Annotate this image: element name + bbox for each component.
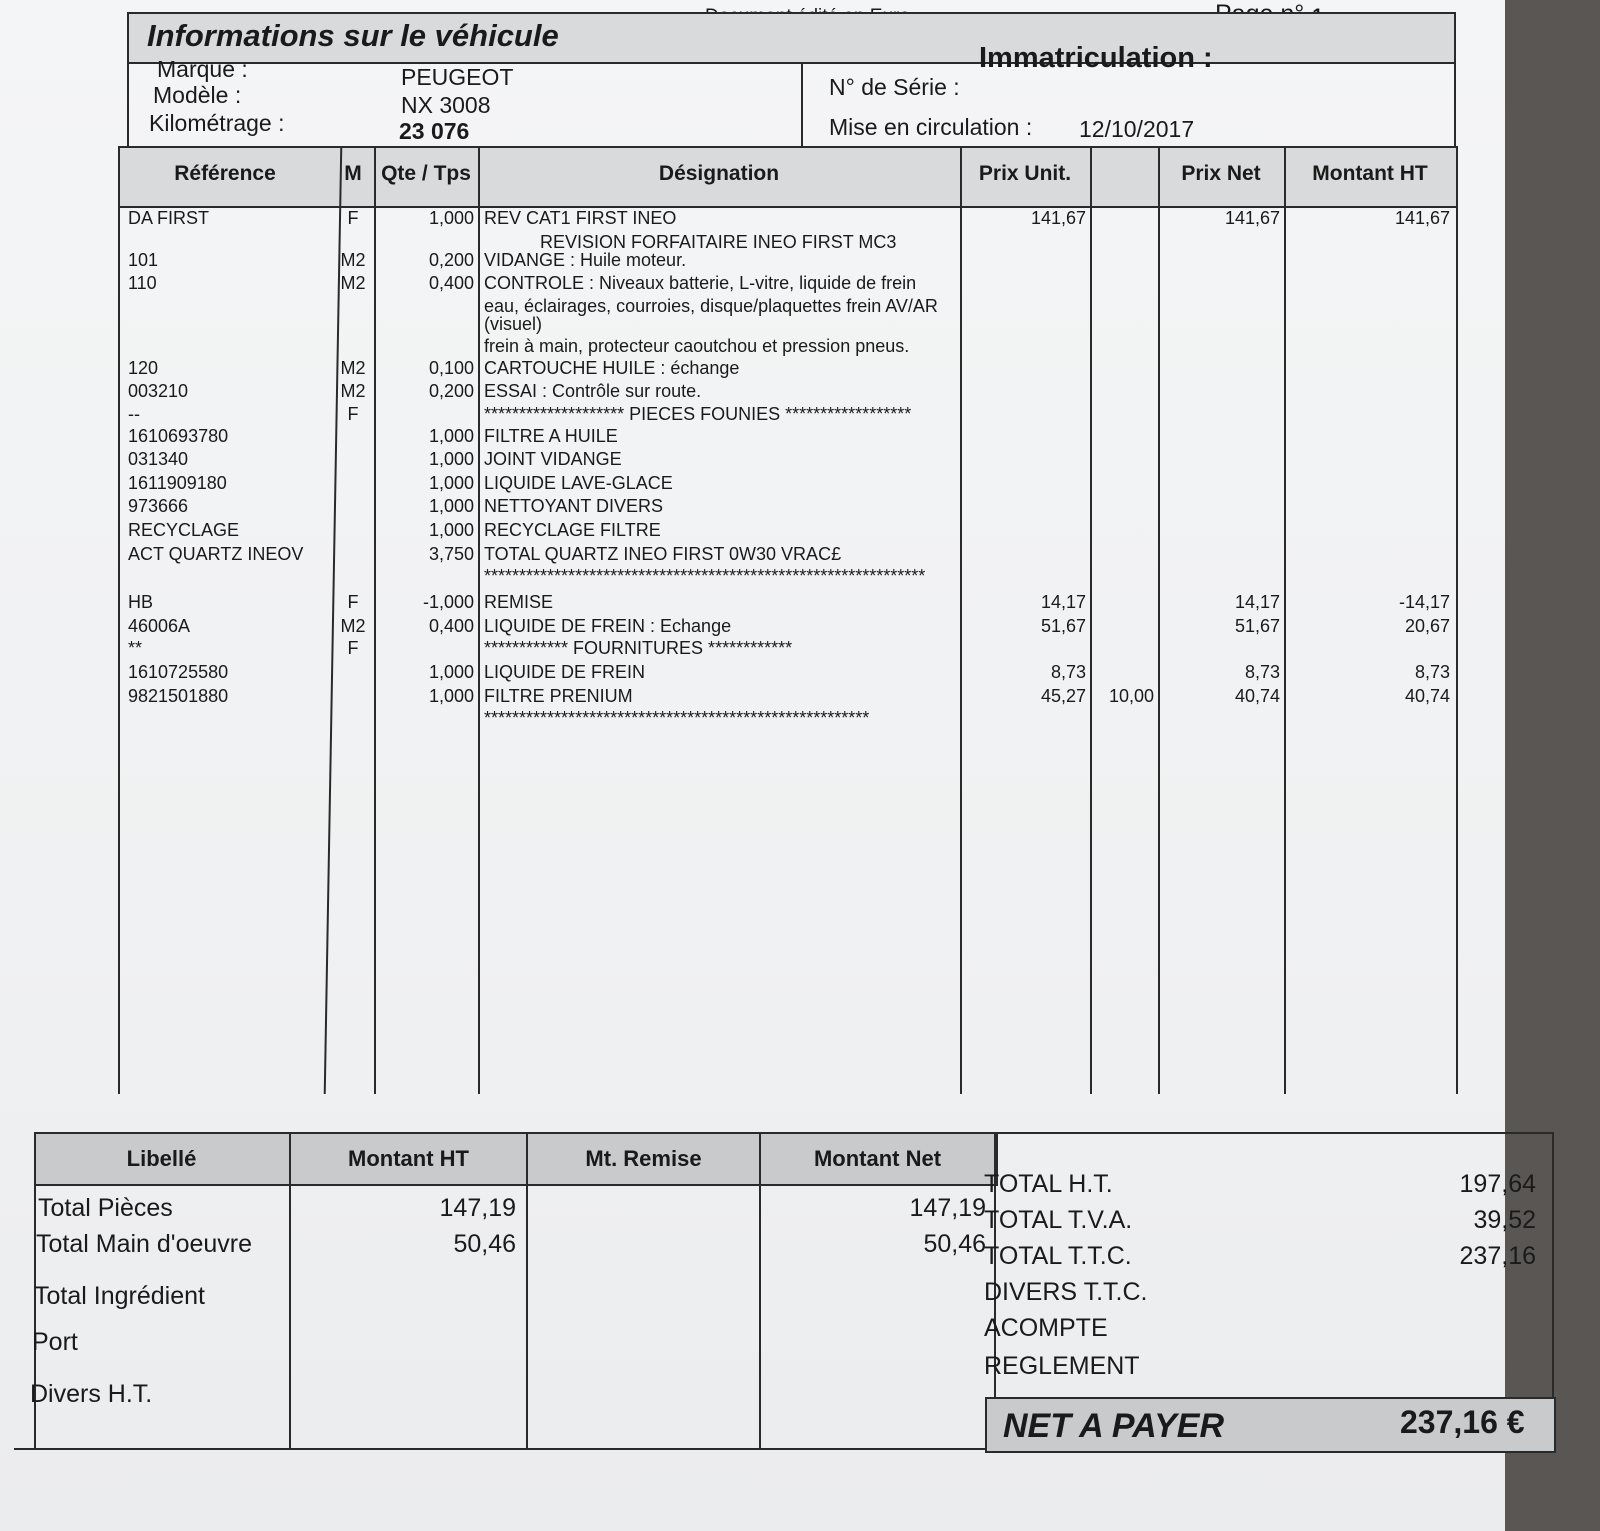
- cell-des: (visuel): [484, 314, 543, 334]
- cell-pn: 141,67: [1224, 208, 1280, 228]
- cell-m: F: [347, 208, 359, 228]
- totals-row-label: Total Main d'oeuvre: [36, 1230, 253, 1258]
- cell-qte: 0,400: [428, 616, 474, 636]
- cell-qte: 0,100: [428, 358, 474, 378]
- cell-qte: 1,000: [428, 686, 474, 706]
- cell-rem: 10,00: [1108, 686, 1154, 706]
- vehicle-info-box: [127, 12, 1456, 158]
- immatriculation-label: Immatriculation :: [979, 42, 1213, 74]
- col-header-designation: Désignation: [658, 162, 780, 185]
- cell-pn: 40,74: [1234, 686, 1280, 706]
- summary-label: ACOMPTE: [984, 1314, 1108, 1342]
- cell-ref: **: [128, 638, 143, 658]
- cell-qte: 1,000: [428, 496, 474, 516]
- cell-des: LIQUIDE LAVE-GLACE: [484, 473, 673, 493]
- kilometrage-label: Kilométrage :: [149, 110, 285, 136]
- cell-des: JOINT VIDANGE: [484, 449, 622, 469]
- serie-label: N° de Série :: [829, 74, 960, 100]
- col-header-montant-ht: Montant HT: [1312, 162, 1428, 185]
- col-header-m: M: [344, 162, 362, 185]
- marque-value: PEUGEOT: [401, 64, 514, 90]
- cell-qte: 0,400: [428, 273, 474, 293]
- summary-label: TOTAL T.V.A.: [984, 1206, 1133, 1234]
- totals-row-label: Total Ingrédient: [34, 1282, 205, 1310]
- cell-m: M2: [340, 273, 366, 293]
- col-header-prix-net: Prix Net: [1181, 162, 1261, 185]
- cell-ref: 110: [128, 273, 157, 293]
- cell-des: LIQUIDE DE FREIN : Echange: [484, 616, 732, 636]
- totals-col-remise: Mt. Remise: [585, 1146, 702, 1171]
- vehicle-info-title: Informations sur le véhicule: [147, 18, 559, 53]
- cell-des: eau, éclairages, courroies, disque/plaquettes frein AV/AR: [484, 296, 938, 316]
- circulation-label: Mise en circulation :: [829, 114, 1033, 140]
- totals-col-libelle: Libellé: [126, 1146, 197, 1171]
- cell-qte: 1,000: [428, 426, 474, 446]
- totals-row-net: 50,46: [923, 1230, 986, 1258]
- cell-mht: 141,67: [1394, 208, 1450, 228]
- cell-des: *******************************************************: [484, 708, 870, 728]
- totals-row-label: Divers H.T.: [30, 1380, 153, 1408]
- cell-m: F: [347, 638, 359, 658]
- cell-des: REV CAT1 FIRST INEO: [484, 208, 677, 228]
- cell-ref: HB: [128, 592, 154, 612]
- cell-des: RECYCLAGE FILTRE: [484, 520, 661, 540]
- cell-qte: 1,000: [428, 662, 474, 682]
- cell-des: CARTOUCHE HUILE : échange: [484, 358, 740, 378]
- cell-des: LIQUIDE DE FREIN: [484, 662, 646, 682]
- marque-label: Marque :: [157, 56, 248, 82]
- cell-ref: 101: [128, 250, 159, 270]
- cell-ref: RECYCLAGE: [128, 520, 240, 540]
- cell-ref: 9821501880: [128, 686, 229, 706]
- summary-label: TOTAL H.T.: [984, 1170, 1113, 1198]
- totals-row-net: 147,19: [909, 1194, 986, 1222]
- cell-ref: 1610693780: [128, 426, 229, 446]
- cell-ref: 003210: [128, 381, 189, 401]
- cell-ref: 031340: [128, 449, 189, 469]
- cell-qte: -1,000: [422, 592, 474, 612]
- modele-label: Modèle :: [153, 82, 242, 108]
- cell-ref: --: [128, 404, 140, 424]
- cell-des: TOTAL QUARTZ INEO FIRST 0W30 VRAC£: [484, 544, 842, 564]
- cell-m: M2: [340, 358, 366, 378]
- totals-row-label: Total Pièces: [38, 1194, 173, 1222]
- cell-pu: 8,73: [1050, 662, 1086, 682]
- kilometrage-value: 23 076: [399, 118, 470, 144]
- cell-mht: 40,74: [1404, 686, 1450, 706]
- invoice-lines-table: [118, 146, 1458, 1096]
- cell-m: F: [347, 592, 359, 612]
- cell-mht: 8,73: [1414, 662, 1450, 682]
- cell-des: ESSAI : Contrôle sur route.: [484, 381, 702, 401]
- modele-value: NX 3008: [401, 92, 491, 118]
- cell-pu: 141,67: [1030, 208, 1086, 228]
- cell-pn: 14,17: [1234, 592, 1280, 612]
- summary-value: 39,52: [1473, 1206, 1536, 1234]
- col-header-qte: Qte / Tps: [381, 162, 471, 185]
- cell-qte: 0,200: [428, 250, 474, 270]
- cell-des: frein à main, protecteur caoutchou et pression pneus.: [484, 336, 910, 356]
- cell-qte: 3,750: [428, 544, 474, 564]
- summary-value: 237,16: [1459, 1242, 1536, 1270]
- cell-qte: 1,000: [428, 520, 474, 540]
- cell-des: FILTRE A HUILE: [484, 426, 618, 446]
- cell-m: M2: [340, 381, 366, 401]
- cell-ref: 1611909180: [128, 473, 227, 493]
- cell-des: REVISION FORFAITAIRE INEO FIRST MC3: [540, 232, 897, 252]
- cell-des: ************ FOURNITURES ************: [484, 638, 793, 658]
- summary-label: DIVERS T.T.C.: [984, 1278, 1148, 1306]
- cell-ref: 1610725580: [128, 662, 229, 682]
- cell-m: M2: [340, 616, 366, 636]
- cell-pu: 51,67: [1040, 616, 1086, 636]
- totals-col-montant-net: Montant Net: [813, 1146, 942, 1171]
- summary-label: TOTAL T.T.C.: [984, 1242, 1132, 1270]
- cell-des: VIDANGE : Huile moteur.: [484, 250, 687, 270]
- cell-pn: 8,73: [1244, 662, 1280, 682]
- totals-col-montant-ht: Montant HT: [348, 1146, 469, 1171]
- cell-qte: 1,000: [428, 473, 474, 493]
- cell-des: REMISE: [484, 592, 554, 612]
- cell-ref: ACT QUARTZ INEOV: [128, 544, 304, 564]
- cell-qte: 0,200: [428, 381, 474, 401]
- totals-row-ht: 50,46: [453, 1230, 516, 1258]
- cell-ref: 46006A: [128, 616, 191, 636]
- totals-row-label: Port: [32, 1328, 78, 1356]
- cell-pu: 45,27: [1040, 686, 1086, 706]
- col-header-reference: Référence: [174, 162, 276, 185]
- cell-pn: 51,67: [1234, 616, 1280, 636]
- cell-ref: DA FIRST: [128, 208, 210, 228]
- summary-value: 197,64: [1459, 1170, 1536, 1198]
- cell-pu: 14,17: [1040, 592, 1086, 612]
- col-header-prix-unit: Prix Unit.: [978, 162, 1072, 185]
- cell-m: F: [347, 404, 359, 424]
- cell-des: ******************** PIECES FOUNIES ******************: [484, 404, 912, 424]
- vehicle-divider: [801, 64, 803, 156]
- cell-des: CONTROLE : Niveaux batterie, L-vitre, liquide de frein: [484, 273, 917, 293]
- cell-qte: 1,000: [428, 449, 474, 469]
- totals-row-ht: 147,19: [439, 1194, 516, 1222]
- cell-mht: -14,17: [1398, 592, 1450, 612]
- cell-des: FILTRE PRENIUM: [484, 686, 633, 706]
- cell-mht: 20,67: [1404, 616, 1450, 636]
- cell-ref: 973666: [128, 496, 189, 516]
- cell-des: NETTOYANT DIVERS: [484, 496, 664, 516]
- cell-des: ***************************************************************: [484, 566, 926, 586]
- summary-label: REGLEMENT: [984, 1352, 1140, 1380]
- net-a-payer-label: NET A PAYER: [1003, 1407, 1225, 1445]
- cell-qte: 1,000: [428, 208, 474, 228]
- cell-m: M2: [340, 250, 366, 270]
- net-a-payer-value: 237,16 €: [1400, 1404, 1525, 1440]
- cell-ref: 120: [128, 358, 159, 378]
- circulation-value: 12/10/2017: [1079, 116, 1195, 142]
